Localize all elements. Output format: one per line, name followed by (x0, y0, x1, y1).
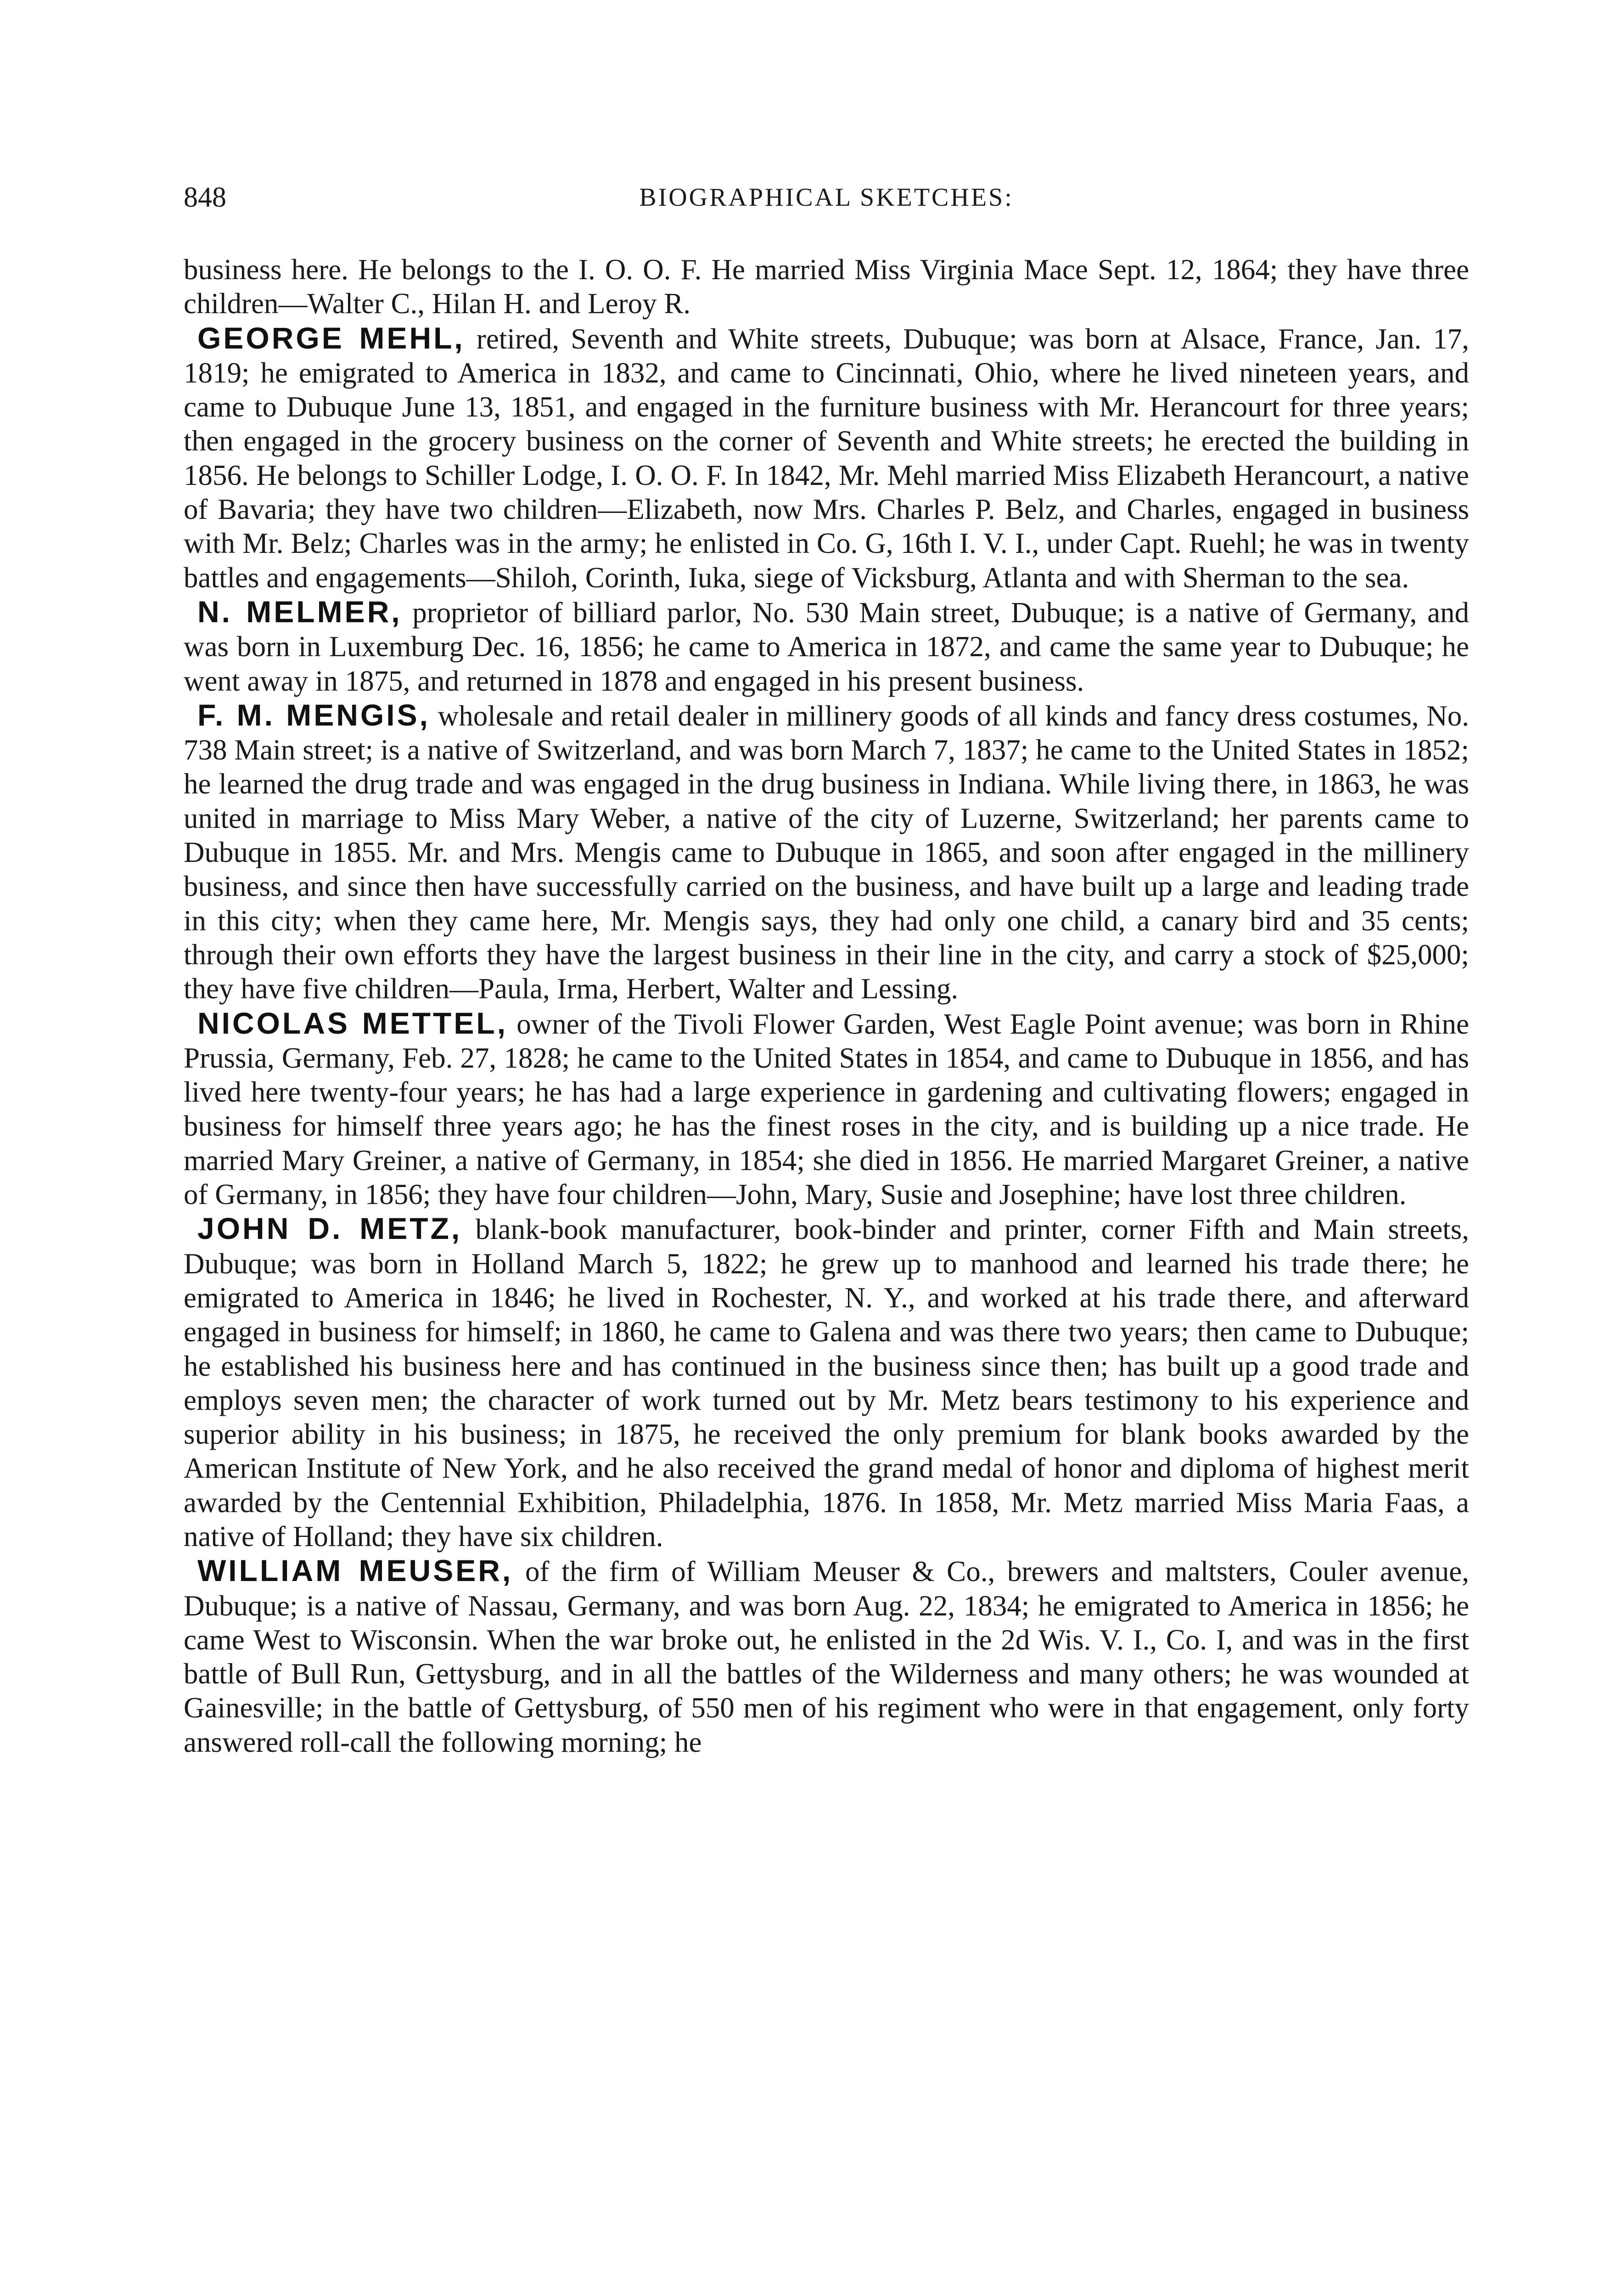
sketch-john-d-metz (184, 1211, 1469, 1553)
page-number: 848 (184, 182, 226, 213)
subject-name: GEORGE MEHL, (197, 321, 465, 355)
page-body (184, 253, 1469, 1759)
paragraph-text: retired, Seventh and White streets, Dubuque; was born at Alsace, France, Jan. 17, 1819; he emigrated to America in 1832, and came to Cincinnati, Ohio, where he lived nineteen years, and came to Dubuque June 13, 1851, and engaged in the furniture business with Mr. Herancourt for three years; then engaged in the grocery business on the corner of Seventh and White streets; he erected the building in 1856. He belongs to Schiller Lodge, I. O. O. F. In 1842, Mr. Mehl married Miss Elizabeth Herancourt, a native of Bavaria; they have two children—Elizabeth, now Mrs. Charles P. Belz, and Charles, engaged in business with Mr. Belz; Charles was in the army; he enlisted in Co. G, 16th I. V. I., under Capt. Ruehl; he was in twenty battles and engagements—Shiloh, Corinth, Iuka, siege of Vicksburg, Atlanta and with Sherman to the sea. (184, 322, 1469, 594)
running-head (184, 174, 1469, 220)
subject-name: N. MELMER, (197, 594, 402, 629)
paragraph-text: business here. He belongs to the I. O. O. F. He married Miss Virginia Mace Sept. 12, 1864; they have three children—Walter C., Hilan H. and Leroy R. (184, 253, 1469, 320)
sketch-nicolas-mettel (184, 1006, 1469, 1212)
running-title: BIOGRAPHICAL SKETCHES: (639, 183, 1014, 212)
sketch-william-meuser (184, 1553, 1469, 1759)
paragraph-text: owner of the Tivoli Flower Garden, West Eagle Point avenue; was born in Rhine Prussia, Germany, Feb. 27, 1828; he came to the United States in 1854, and came to Dubuque in 1856, and has lived here twenty-four years; he has had a large experience in gardening and cultivating flowers; engaged in business for himself three years ago; he has the finest roses in the city, and is building up a nice trade. He married Mary Greiner, a native of Germany, in 1854; she died in 1856. He married Margaret Greiner, a native of Germany, in 1856; they have four children—John, Mary, Susie and Josephine; have lost three children. (184, 1007, 1469, 1211)
paragraph-text: blank-book manufacturer, book-binder and printer, corner Fifth and Main streets, Dubuque; was born in Holland March 5, 1822; he grew up to manhood and learned his trade there; he emigrated to America in 1846; he lived in Rochester, N. Y., and worked at his trade there, and afterward engaged in business for himself; in 1860, he came to Galena and was there two years; then came to Dubuque; he established his business here and has continued in the business since then; has built up a good trade and employs seven men; the character of work turned out by Mr. Metz bears testimony to his experience and superior ability in his business; in 1875, he received the only premium for blank books awarded by the American Institute of New York, and he also received the grand medal of honor and diploma of highest merit awarded by the Centennial Exhibition, Philadelphia, 1876. In 1858, Mr. Metz married Miss Maria Faas, a native of Holland; they have six children. (184, 1213, 1469, 1553)
sketch-n-melmer (184, 595, 1469, 698)
paragraph-text: wholesale and retail dealer in millinery goods of all kinds and fancy dress costumes, No. 738 Main street; is a native of Switzerland, and was born March 7, 1837; he came to the United States in 1852; he learned the drug trade and was engaged in the drug business in Indiana. While living there, in 1863, he was united in marriage to Miss Mary Weber, a native of the city of Luzerne, Switzerland; her parents came to Dubuque in 1855. Mr. and Mrs. Mengis came to Dubuque in 1865, and soon after engaged in the millinery business, and since then have successfully carried on the business, and have built up a large and leading trade in this city; when they came here, Mr. Mengis says, they had only one child, a canary bird and 35 cents; through their own efforts they have the largest business in their line in the city, and carry a stock of $25,000; they have five children—Paula, Irma, Herbert, Walter and Lessing. (184, 699, 1469, 1005)
sketch-george-mehl (184, 321, 1469, 595)
paragraph-text: of the firm of William Meuser & Co., brewers and maltsters, Couler avenue, Dubuque; is a native of Nassau, Germany, and was born Aug. 22, 1834; he emigrated to America in 1856; he came West to Wisconsin. When the war broke out, he enlisted in the 2d Wis. V. I., Co. I, and was in the first battle of Bull Run, Gettysburg, and in all the battles of the Wilderness and many others; he was wounded at Gainesville; in the battle of Gettysburg, of 550 men of his regiment who were in that engagement, only forty answered roll-call the following morning; he (184, 1555, 1469, 1758)
subject-name: WILLIAM MEUSER, (197, 1553, 513, 1588)
continued-paragraph (184, 253, 1469, 321)
subject-name: NICOLAS METTEL, (197, 1006, 508, 1040)
paragraph-text: proprietor of billiard parlor, No. 530 Main street, Dubuque; is a native of Germany, and was born in Luxemburg Dec. 16, 1856; he came to America in 1872, and came the same year to Dubuque; he went away in 1875, and returned in 1878 and engaged in his present business. (184, 596, 1469, 697)
subject-name: JOHN D. METZ, (197, 1211, 462, 1246)
book-page (184, 174, 1469, 1759)
sketch-f-m-mengis (184, 698, 1469, 1006)
subject-name: F. M. MENGIS, (197, 698, 430, 732)
